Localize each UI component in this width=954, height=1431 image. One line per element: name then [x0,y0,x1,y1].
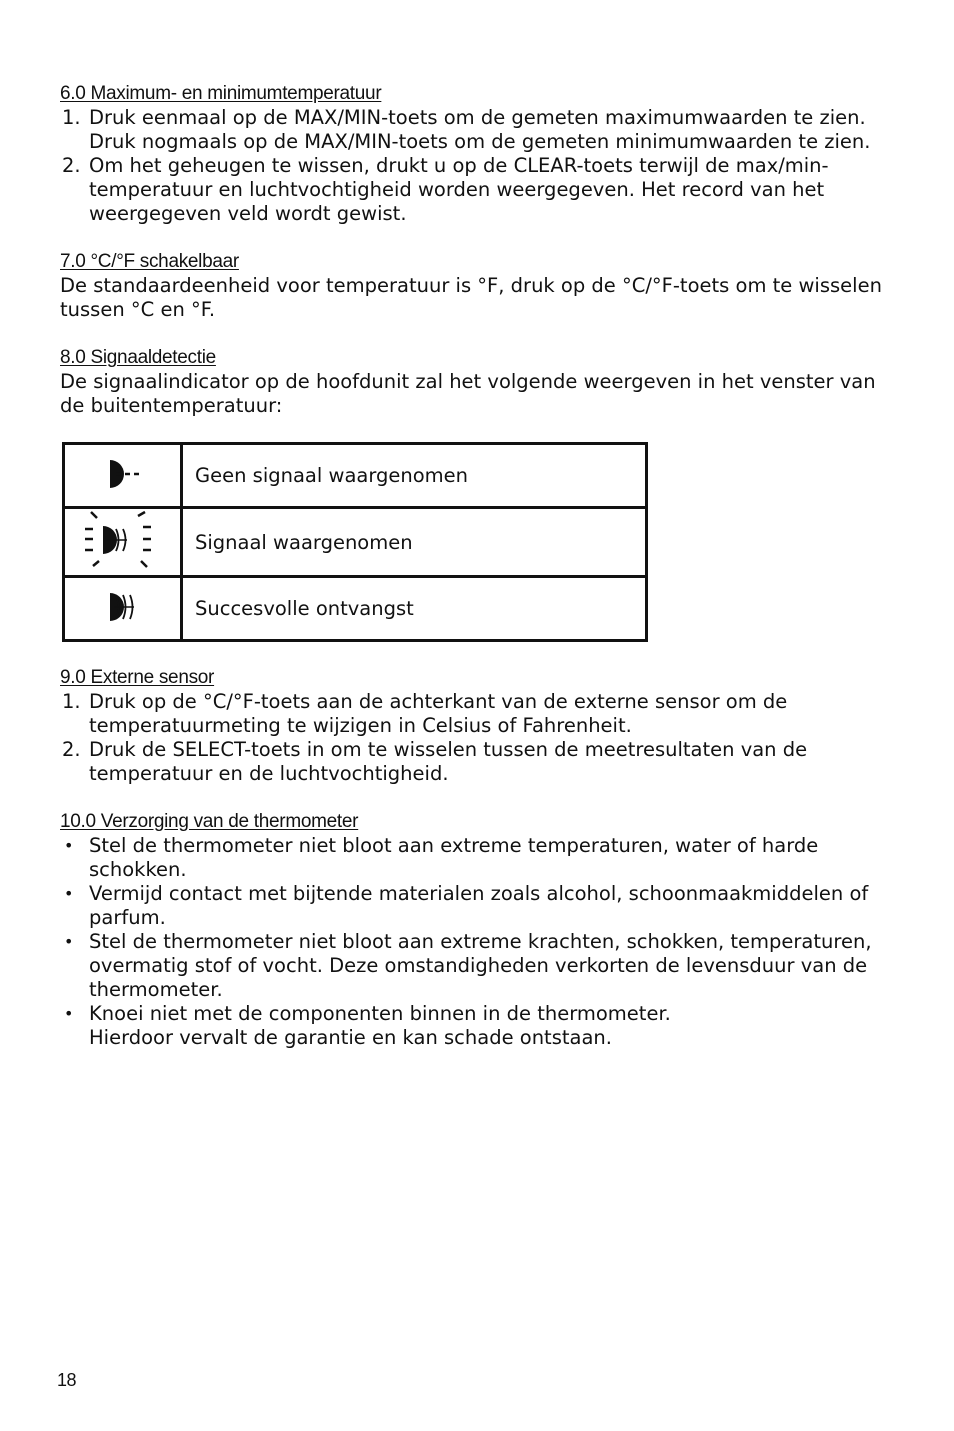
section-max-min [60,82,900,226]
list-marker: 1. [62,106,81,129]
list-item [60,882,900,930]
list-item-text-continued: Hierdoor vervalt de garantie en kan schade ontstaan. [89,1026,612,1049]
bullet-icon: • [64,1004,74,1023]
list-item [60,834,900,882]
list-item [60,154,900,226]
list-item-text: Knoei niet met de componenten binnen in de thermometer. [89,1002,671,1025]
table-row [64,577,647,641]
page-number: 18 [57,1370,77,1390]
table-cell: Signaal waargenomen [182,508,647,577]
table-cell: Geen signaal waargenomen [182,444,647,508]
icon-cell [64,577,182,641]
signal-none-icon [98,454,148,494]
section-external-sensor [60,666,900,786]
list-item [60,106,900,154]
section-care [60,810,900,1050]
table-row [64,508,647,577]
signal-received-icon [98,587,148,627]
numbered-list [60,690,900,786]
bullet-icon: • [64,836,74,855]
list-marker: 2. [62,738,81,761]
bullet-list [60,834,900,1050]
manual-page [60,82,900,1074]
list-item-text: Stel de thermometer niet bloot aan extreme krachten, schokken, temperaturen, overmatig stof of vocht. Deze omstandigheden verkorten de levensduur van de thermometer. [89,930,872,1001]
list-item-text: Vermijd contact met bijtende materialen zoals alcohol, schoonmaakmiddelen of parfum. [89,882,869,929]
list-item-text: Om het geheugen te wissen, drukt u op de CLEAR-toets terwijl de max/min-temperatuur en luchtvochtigheid worden weergegeven. Het record van het weergegeven veld wordt gewist. [89,154,829,225]
numbered-list [60,106,900,226]
icon-cell [64,444,182,508]
list-item-text: Druk de SELECT-toets in om te wisselen tussen de meetresultaten van de temperatuur en de luchtvochtigheid. [89,738,808,785]
section-unit-switch [60,250,900,322]
list-marker: 1. [62,690,81,713]
section-heading: 6.0 Maximum- en minimumtemperatuur [60,83,382,104]
paragraph: De standaardeenheid voor temperatuur is °F, druk op de °C/°F-toets om te wisselen tussen °C en °F. [60,274,882,321]
list-item [60,738,900,786]
list-item-text: Druk op de °C/°F-toets aan de achterkant van de externe sensor om de temperatuurmeting te wijzigen in Celsius of Fahrenheit. [89,690,788,737]
list-item [60,930,900,1002]
list-item-text: Druk eenmaal op de MAX/MIN-toets om de gemeten maximumwaarden te zien. Druk nogmaals op de MAX/MIN-toets om de gemeten minimumwaarden te zien. [89,106,871,153]
table-row [64,444,647,508]
list-item-text: Stel de thermometer niet bloot aan extreme temperaturen, water of harde schokken. [89,834,819,881]
section-heading: 10.0 Verzorging van de thermometer [60,811,359,832]
section-heading: 8.0 Signaaldetectie [60,347,216,368]
section-heading: 7.0 °C/°F schakelbaar [60,251,239,272]
bullet-icon: • [64,884,74,903]
bullet-icon: • [64,932,74,951]
signal-table [62,442,648,642]
list-item [60,1002,900,1050]
section-signal-detection [60,346,900,642]
paragraph: De signaalindicator op de hoofdunit zal het volgende weergeven in het venster van de buitentemperatuur: [60,370,876,417]
list-marker: 2. [62,154,81,177]
signal-detected-icon [81,509,165,571]
table-cell: Succesvolle ontvangst [182,577,647,641]
icon-cell [64,508,182,577]
list-item [60,690,900,738]
section-heading: 9.0 Externe sensor [60,667,215,688]
